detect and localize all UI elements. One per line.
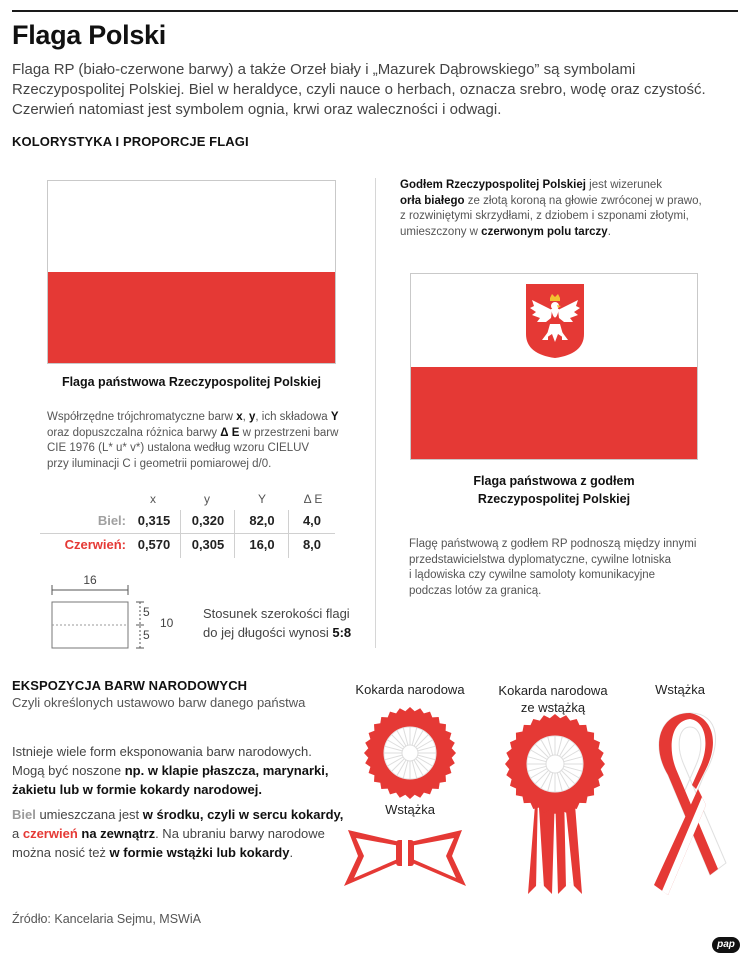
coords-y: y	[248, 411, 256, 423]
table-divider	[234, 510, 235, 558]
label-kokarda-wstazka-line1: Kokarda narodowa	[498, 683, 608, 698]
intro-paragraph: Flaga RP (biało-czerwone barwy) a także Orzeł biały i „Mazurek Dąbrowskiego” są symbolami Rzeczypospolitej Polskiej. Biel w heraldyce, czyli nauce o herbach, oznacza srebro, wodę oraz czystość. Czerwień natomiast jest symbolem ognia, krwi oraz waleczności i odwagi.	[12, 61, 706, 118]
cockade-center	[546, 755, 564, 773]
flag-plain	[47, 180, 336, 364]
label-wstazka-right: Wstążka	[655, 682, 705, 697]
label-kokarda: Kokarda narodowa	[355, 682, 465, 697]
table-row-divider	[40, 533, 335, 534]
cell-czer-de: 8,0	[302, 537, 322, 552]
godlo-description	[400, 178, 730, 240]
godlo-bold: czerwonym polu tarczy	[481, 225, 608, 238]
coords-text-part: , ich składowa	[255, 411, 331, 423]
column-divider	[375, 178, 376, 648]
proportions-diagram	[40, 570, 190, 652]
flag2-note	[409, 537, 739, 599]
cell-biel-Y: 82,0	[249, 513, 275, 528]
para2-text: .	[289, 845, 294, 860]
flag2-caption-line1: Flaga państwowa z godłem	[473, 474, 635, 488]
cockade-center	[402, 745, 418, 761]
cell-czer-x: 0,570	[137, 537, 171, 552]
height-label: 10	[160, 616, 174, 630]
word-biel: Biel	[12, 807, 36, 822]
coords-text-part: CIE 1976 (L* u* v*) ustalona według wzoru CIELUV	[47, 442, 310, 454]
godlo-text-part: ze złotą koroną na głowie zwróconej w prawo,	[464, 194, 702, 207]
proportions-line2: do jej długości wynosi	[203, 625, 333, 640]
section-heading-exposition: EKSPOZYCJA BARW NARODOWYCH	[12, 678, 248, 693]
flag2-note-line: przedstawicielstwa dyplomatyczne, cywilne lotniska	[409, 553, 672, 566]
para2-bold: w środku, czyli w sercu kokardy,	[142, 807, 344, 822]
coords-text-part: ,	[242, 411, 249, 423]
bow-ribbon-icon	[340, 820, 470, 900]
table-header-Y: Y	[257, 492, 266, 506]
awareness-ribbon-icon	[640, 705, 735, 895]
cell-czer-Y: 16,0	[249, 537, 275, 552]
godlo-text-part: z rozwiniętymi skrzydłami, z dziobem i szponami złotymi,	[400, 210, 689, 222]
table-divider	[180, 510, 181, 558]
flag-white-band	[48, 181, 335, 272]
cockade-with-ribbon-icon	[500, 712, 610, 900]
para2-bold: na zewnątrz	[81, 826, 156, 841]
godlo-text-part: umieszczony w	[400, 225, 482, 238]
flag-red-band	[411, 367, 697, 459]
word-czerwien: czerwień	[22, 826, 78, 841]
section-subheading: Czyli określonych ustawowo barw danego państwa	[12, 695, 306, 710]
label-kokarda-wstazka-line2: ze wstążką	[520, 700, 586, 715]
flag2-note-line: Flagę państwową z godłem RP podnoszą między innymi	[409, 538, 697, 550]
para2-bold: w formie wstążki lub kokardy	[109, 845, 290, 860]
table-divider	[288, 510, 289, 558]
section-heading-colors: KOLORYSTYKA I PROPORCJE FLAGI	[12, 134, 249, 149]
flag2-note-line: i lądowiska czy cywilne samoloty komunikacyjne	[409, 569, 656, 581]
page-title: Flaga Polski	[12, 20, 166, 50]
coords-text-part: Współrzędne trójchromatyczne barw	[47, 411, 237, 423]
row-label-czerwien: Czerwień:	[64, 537, 126, 552]
coat-of-arms-icon	[524, 282, 586, 360]
row-label-biel: Biel:	[97, 513, 126, 528]
top-rule	[12, 10, 738, 12]
coords-text-part: oraz dopuszczalna różnica barwy	[47, 426, 221, 439]
para1-line: Istnieje wiele form eksponowania barw narodowych.	[12, 744, 312, 759]
flag-red-band	[48, 272, 335, 363]
cell-biel-x: 0,315	[137, 513, 171, 528]
half-label-top: 5	[143, 605, 150, 619]
exposition-para1	[12, 742, 342, 799]
cell-biel-de: 4,0	[302, 513, 322, 528]
coords-text-part: w przestrzeni barw	[239, 426, 339, 439]
pap-logo: pap	[712, 937, 740, 953]
coords-description	[47, 410, 367, 472]
para2-text: a	[12, 826, 23, 841]
godlo-text-part: jest wizerunek	[585, 179, 663, 191]
label-kokarda-wstazka	[488, 682, 618, 716]
width-label: 16	[83, 573, 97, 587]
para2-text: umieszczana jest	[35, 807, 143, 822]
source-note: Źródło: Kancelaria Sejmu, MSWiA	[12, 912, 201, 926]
exposition-para2	[12, 805, 352, 862]
table-header-delta-e: Δ E	[303, 492, 323, 506]
label-wstazka-bottom: Wstążka	[385, 802, 435, 817]
proportions-text	[203, 604, 351, 642]
cell-czer-y: 0,305	[191, 537, 225, 552]
godlo-bold: orła białego	[400, 194, 465, 207]
para1-bold: np. w klapie płaszcza, marynarki,	[124, 763, 329, 778]
para2-text: można nosić też	[12, 845, 110, 860]
coords-Y: Y	[330, 411, 339, 423]
flag-plain-caption: Flaga państwowa Rzeczypospolitej Polskiej	[61, 375, 322, 389]
coords-x: x	[236, 411, 243, 423]
table-header-y: y	[204, 492, 210, 506]
proportions-ratio: 5:8	[332, 625, 352, 640]
flag2-note-line: podczas lotów za granicą.	[409, 584, 542, 597]
coords-delta-e: Δ E	[220, 426, 240, 439]
godlo-bold: Godłem Rzeczypospolitej Polskiej	[400, 179, 586, 191]
table-header-x: x	[150, 492, 156, 506]
half-label-bottom: 5	[143, 628, 150, 642]
para1-bold: żakietu lub w formie kokardy narodowej.	[12, 782, 262, 797]
para2-text: . Na ubraniu barwy narodowe	[155, 826, 325, 841]
cockade-icon	[362, 705, 458, 801]
flag2-caption	[410, 472, 698, 508]
flag2-caption-line2: Rzeczypospolitej Polskiej	[477, 492, 631, 506]
godlo-text-part: .	[607, 225, 611, 238]
para1-line: Mogą być noszone	[12, 763, 125, 778]
cell-biel-y: 0,320	[191, 513, 225, 528]
proportions-line1: Stosunek szerokości flagi	[203, 606, 350, 621]
coords-text-part: przy iluminacji C i geometrii pomiarowej d/0.	[47, 457, 272, 470]
